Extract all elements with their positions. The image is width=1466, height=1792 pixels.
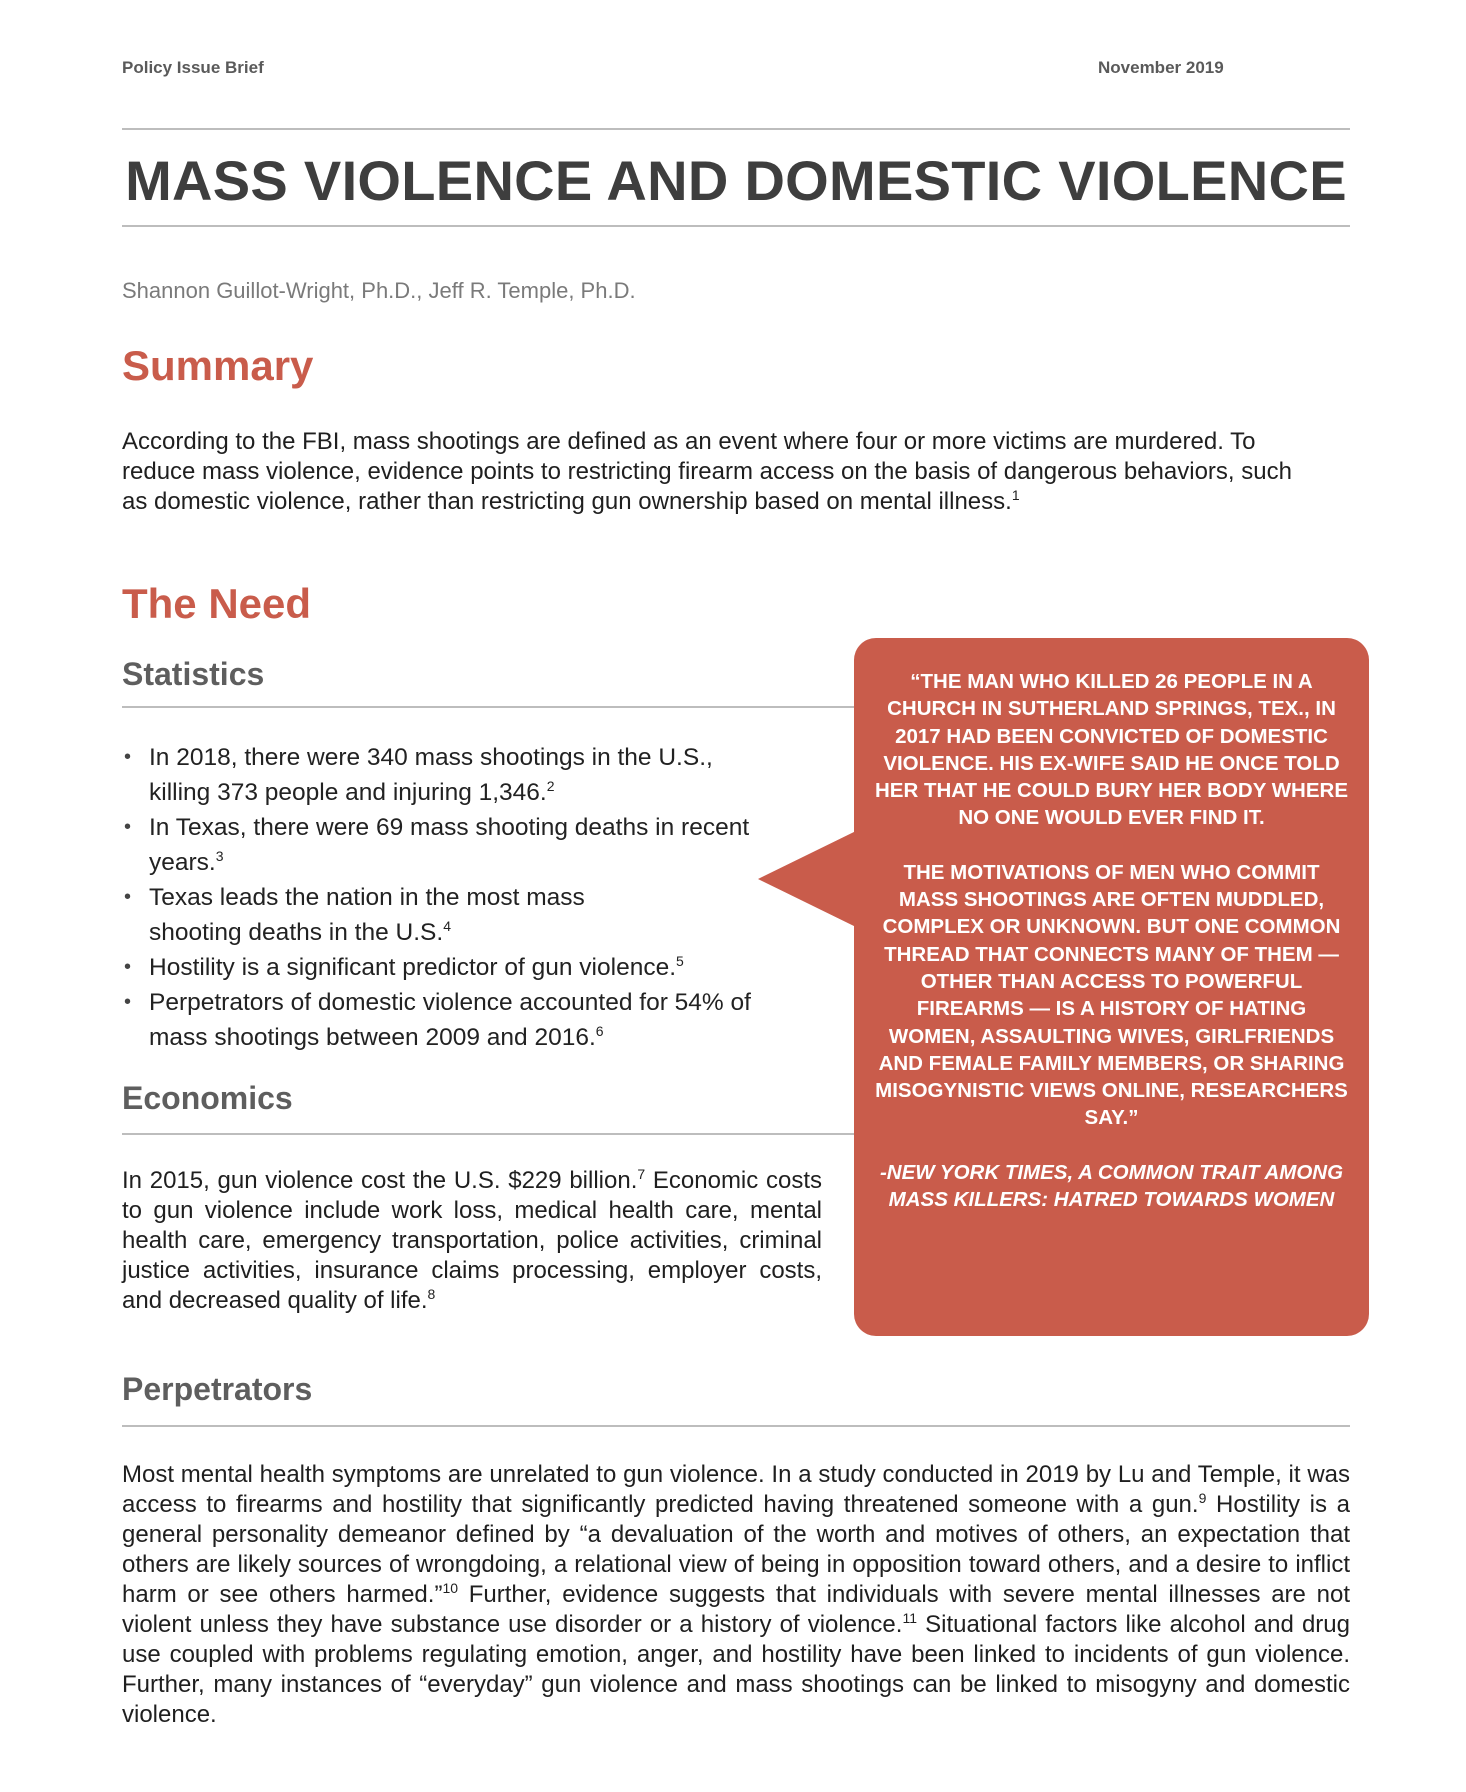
pull-quote-paragraph-1: “THE MAN WHO KILLED 26 PEOPLE IN A CHURCH IN SUTHERLAND SPRINGS, TEX., IN 2017 HAD BEEN CONVICTED OF DOMESTIC VIOLENCE. HIS EX-WIFE SAID HE ONCE TOLD HER THAT HE COULD BURY HER BODY WHERE NO ONE WOULD EVER FIND IT. [874,670,1349,830]
perpetrators-text: Situational factors like alcohol and drug use coupled with problems regulating emotion, anger, and hostility have been linked to incidents of gun violence. Further, many instances of “everyday” gun violence and mass shootings can be linked to misogyny and domestic violence. [122,1611,1350,1728]
footnote-ref: 9 [1198,1490,1207,1506]
callout-pointer [758,830,858,928]
statistics-item [122,810,762,880]
pull-quote-source: -NEW YORK TIMES, A COMMON TRAIT AMONG MASS KILLERS: HATRED TOWARDS WOMEN [879,1160,1344,1212]
statistics-heading: Statistics [122,656,265,692]
footnote-ref: 6 [595,1023,604,1039]
perpetrators-text: Further, evidence suggests that individuals with severe mental illnesses are not violent unless they have substance use disorder or a history of violence. [122,1581,1350,1638]
economics-text: Economic costs to gun violence include work loss, medical health care, mental health care, emergency transportation, police activities, criminal justice activities, insurance claims processing, employer costs, and decreased quality of life. [122,1167,822,1314]
footnote-ref: 2 [546,778,555,794]
statistics-item-text: In 2018, there were 340 mass shootings in the U.S., killing 373 people and injuring 1,346. [149,744,713,806]
perpetrators-rule [122,1425,1350,1427]
economics-rule [122,1133,858,1135]
perpetrators-text: Hostility is a general personality demeanor defined by “a devaluation of the worth and motives of others, an expectation that others are likely sources of wrongdoing, a relational view of being in opposition toward others, and a desire to inflict harm or see others harmed.” [122,1491,1350,1608]
summary-paragraph [122,427,1322,517]
statistics-item [122,880,762,950]
perpetrators-paragraph [122,1460,1350,1730]
statistics-item [122,985,762,1055]
footnote-ref: 4 [443,918,451,934]
statistics-rule [122,706,858,708]
footnote-ref: 1 [1011,487,1020,503]
document-type-label: Policy Issue Brief [122,58,264,77]
publication-date: November 2019 [1098,58,1224,77]
footnote-ref: 7 [637,1166,646,1182]
summary-text: According to the FBI, mass shootings are defined as an event where four or more victims are murdered. To reduce mass violence, evidence points to restricting firearm access on the basis of dangerous behaviors, such as domestic violence, rather than restricting gun ownership based on mental illness. [122,428,1292,515]
statistics-item [122,740,762,810]
footnote-ref: 5 [676,953,684,969]
statistics-item [122,950,762,985]
perpetrators-heading: Perpetrators [122,1371,313,1407]
title-bottom-rule [122,225,1350,227]
statistics-item-text: Hostility is a significant predictor of gun violence. [149,954,677,981]
pull-quote-callout [854,638,1369,1336]
footnote-ref: 3 [215,848,224,864]
title-top-rule [122,128,1350,130]
economics-heading: Economics [122,1080,293,1116]
summary-heading: Summary [122,342,314,389]
footnote-ref: 8 [427,1286,436,1302]
footnote-ref: 11 [902,1610,917,1626]
the-need-heading: The Need [122,580,312,627]
statistics-item-text: Perpetrators of domestic violence accounted for 54% of mass shootings between 2009 and 2016. [149,989,751,1051]
economics-paragraph [122,1166,822,1316]
statistics-item-text: Texas leads the nation in the most mass shooting deaths in the U.S. [149,884,585,946]
statistics-list [122,740,762,1055]
perpetrators-text: Most mental health symptoms are unrelated to gun violence. In a study conducted in 2019 by Lu and Temple, it was access to firearms and hostility that significantly predicted having threatened someone with a gun. [122,1461,1350,1518]
statistics-item-text: In Texas, there were 69 mass shooting deaths in recent years. [149,814,750,876]
authors-line: Shannon Guillot-Wright, Ph.D., Jeff R. Temple, Ph.D. [122,278,636,303]
economics-text: In 2015, gun violence cost the U.S. $229 billion. [122,1167,638,1194]
pull-quote-paragraph-2: THE MOTIVATIONS OF MEN WHO COMMIT MASS SHOOTINGS ARE OFTEN MUDDLED, COMPLEX OR UNKNOWN. BUT ONE COMMON THREAD THAT CONNECTS MANY OF THEM — OTHER THAN ACCESS TO POWERFUL FIREARMS — IS A HISTORY OF HATING WOMEN, ASSAULTING WIVES, GIRLFRIENDS AND FEMALE FAMILY MEMBERS, OR SHARING MISOGYNISTIC VIEWS ONLINE, RESEARCHERS SAY.” [875,860,1348,1130]
footnote-ref: 10 [442,1580,459,1596]
document-title: MASS VIOLENCE AND DOMESTIC VIOLENCE [125,149,1347,212]
